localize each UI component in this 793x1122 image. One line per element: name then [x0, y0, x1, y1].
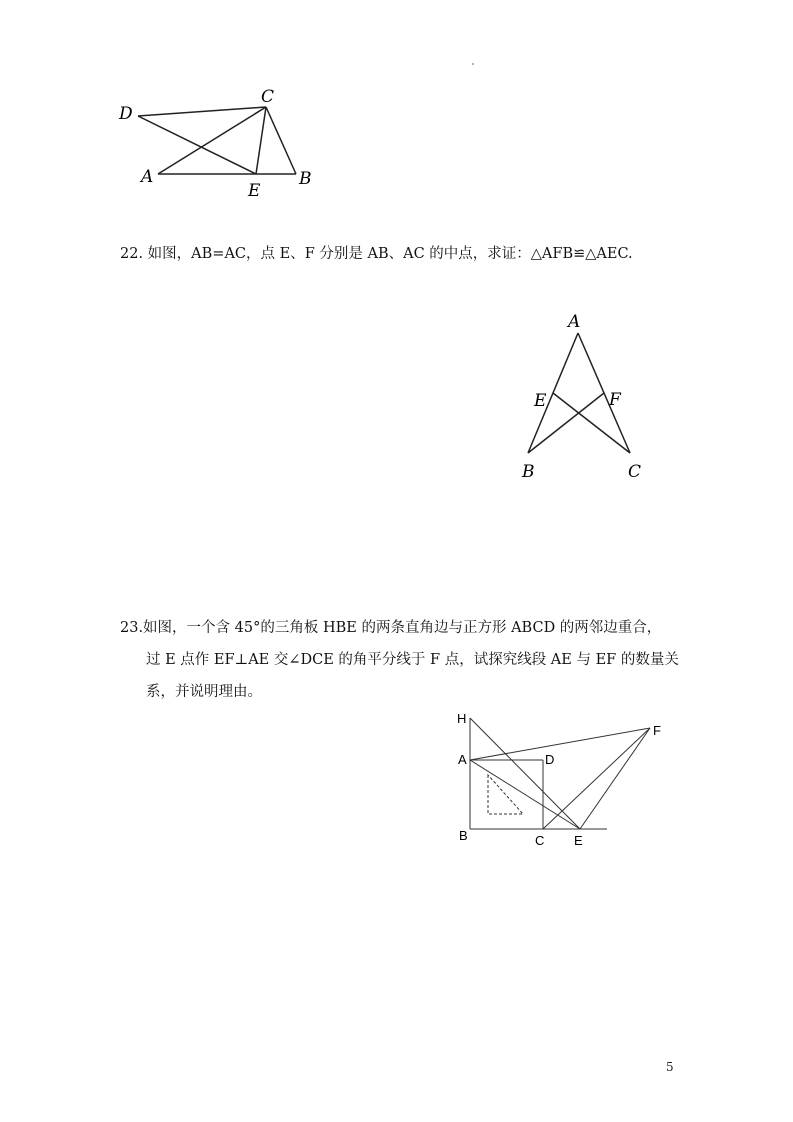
question-23-line-1: 23.如图，一个含 45°的三角板 HBE 的两条直角边与正方形 ABCD 的两邻边重合，	[120, 620, 662, 636]
segment-cf	[543, 728, 650, 829]
label-c: C	[535, 833, 545, 848]
dashed-triangle	[488, 775, 523, 814]
question-23-line-3: 系，并说明理由。	[146, 684, 262, 700]
label-e: E	[574, 833, 583, 848]
label-e: E	[534, 391, 547, 411]
label-h: H	[457, 711, 467, 726]
label-b: B	[459, 828, 468, 843]
label-c: C	[628, 462, 642, 482]
figure-23	[450, 705, 675, 855]
segment-he	[470, 718, 580, 829]
label-b: B	[299, 169, 312, 189]
segment-dc	[138, 107, 266, 116]
figure-22	[510, 305, 660, 485]
label-f: F	[609, 390, 621, 410]
segment-ae	[470, 760, 580, 829]
label-f: F	[653, 723, 661, 738]
question-22	[120, 238, 633, 270]
label-c: C	[261, 87, 275, 107]
label-d: D	[545, 752, 555, 767]
segment-ce	[256, 107, 266, 174]
question-22-text: 22. 如图，AB=AC，点 E、F 分别是 AB、AC 的中点，求证：△AFB≌△AEC.	[120, 246, 633, 262]
segment-ac	[158, 107, 266, 174]
question-23	[120, 612, 679, 708]
segment-ef	[580, 728, 650, 829]
label-b: B	[522, 462, 535, 482]
label-e: E	[248, 181, 261, 201]
label-a: A	[458, 752, 467, 767]
label-a: A	[141, 167, 154, 187]
question-23-line-2: 过 E 点作 EF⊥AE 交∠DCE 的角平分线于 F 点，试探究线段 AE 与 EF 的数量关	[146, 652, 679, 668]
segment-cb	[266, 107, 296, 174]
label-d: D	[119, 104, 133, 124]
stray-dot	[472, 63, 474, 65]
figure-21	[110, 85, 330, 205]
page-number: 5	[666, 1060, 674, 1074]
segment-af	[470, 728, 650, 760]
label-a: A	[568, 312, 581, 332]
